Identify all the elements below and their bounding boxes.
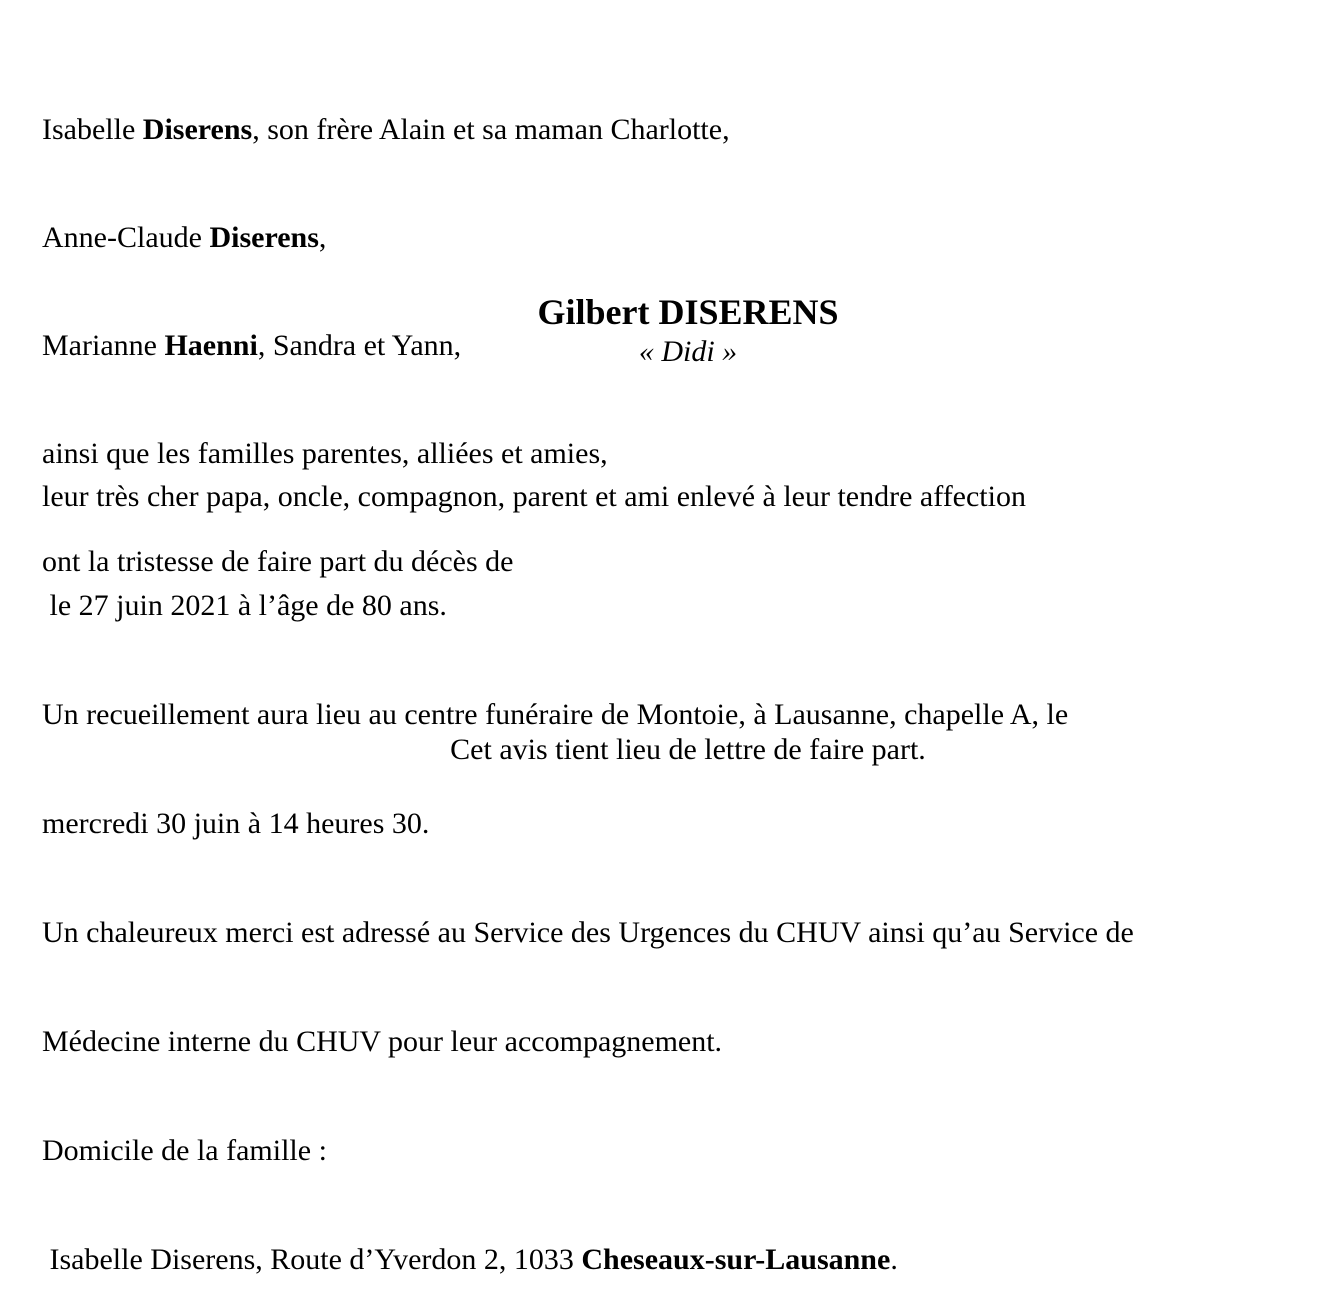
announcement-line: mercredi 30 juin à 14 heures 30.: [42, 807, 430, 840]
deceased-nickname: « Didi »: [638, 335, 738, 368]
announcement-line: le 27 juin 2021 à l’âge de 80 ans.: [42, 589, 447, 622]
announcement-line: leur très cher papa, oncle, compagnon, parent et ami enlevé à leur tendre affection: [42, 480, 1026, 513]
family-line: [42, 112, 1312, 148]
surname: Diserens: [209, 221, 319, 254]
closing-note: Cet avis tient lieu de lettre de faire part.: [450, 733, 926, 766]
text: Anne-Claude: [42, 221, 210, 254]
family-line: [42, 220, 1312, 256]
town: Cheseaux-sur-Lausanne: [581, 1243, 891, 1276]
text: Marianne: [42, 329, 165, 362]
surname: Diserens: [142, 113, 253, 146]
text: ,: [318, 221, 327, 254]
announcement-text: [42, 406, 1312, 1315]
announcement-line: Domicile de la famille :: [42, 1134, 327, 1167]
announcement-line: Un chaleureux merci est adressé au Service des Urgences du CHUV ainsi qu’au Service de: [42, 916, 1134, 949]
text: .: [890, 1243, 898, 1276]
surname: Haenni: [164, 329, 258, 362]
family-line: ainsi que les familles parentes, alliées et amies,: [42, 437, 608, 470]
text: , Sandra et Yann,: [257, 329, 462, 362]
text: Isabelle Diserens, Route d’Yverdon 2, 1033: [42, 1243, 582, 1276]
announcement-line: Un recueillement aura lieu au centre funéraire de Montoie, à Lausanne, chapelle A, le: [42, 698, 1069, 731]
text: Isabelle: [42, 113, 143, 146]
deceased-name: Gilbert DISERENS: [537, 292, 839, 332]
text: , son frère Alain et sa maman Charlotte,: [252, 113, 730, 146]
announcement-line: Médecine interne du CHUV pour leur accompagnement.: [42, 1025, 723, 1058]
address-line: [42, 1242, 1312, 1278]
family-line: ont la tristesse de faire part du décès de: [42, 545, 514, 578]
